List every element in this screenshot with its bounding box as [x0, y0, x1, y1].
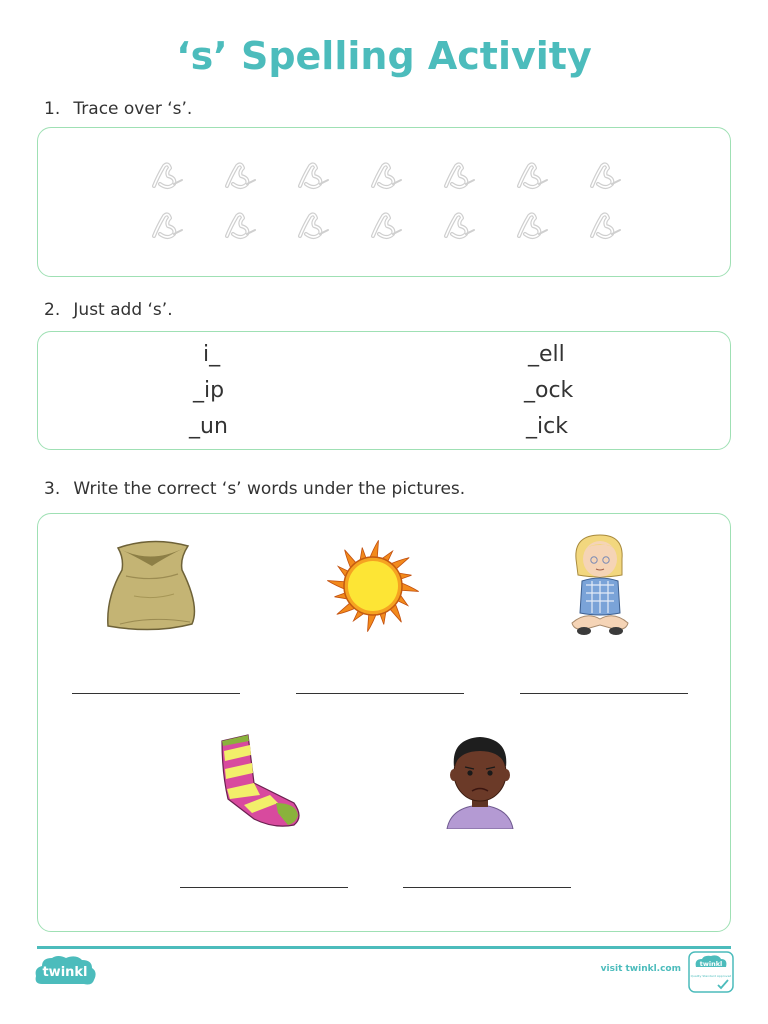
trace-s-glyph[interactable] [150, 210, 186, 240]
answer-line[interactable] [180, 887, 348, 888]
sun-picture [322, 538, 424, 634]
word-item[interactable]: _ock [524, 378, 574, 403]
answer-line[interactable] [520, 693, 688, 694]
question-3-text: Write the correct ‘s’ words under the pictures. [73, 479, 466, 499]
word-item[interactable]: _ip [193, 378, 225, 403]
trace-s-glyph[interactable] [588, 210, 624, 240]
answer-line[interactable] [403, 887, 571, 888]
badge-caption: Quality Standard Approved [690, 974, 732, 978]
trace-s-glyph[interactable] [223, 160, 259, 190]
trace-s-glyph[interactable] [588, 160, 624, 190]
trace-s-glyph[interactable] [442, 160, 478, 190]
trace-s-glyph[interactable] [369, 210, 405, 240]
trace-s-glyph[interactable] [223, 210, 259, 240]
trace-s-glyph[interactable] [369, 160, 405, 190]
trace-s-glyph[interactable] [515, 210, 551, 240]
word-item[interactable]: i_ [203, 342, 221, 367]
visit-link[interactable]: visit twinkl.com [600, 964, 681, 974]
trace-box[interactable] [37, 127, 731, 277]
word-item[interactable]: _ick [526, 414, 568, 439]
question-2 [44, 300, 173, 320]
twinkl-logo[interactable] [34, 954, 98, 988]
question-1-number: 1. [44, 99, 61, 119]
badge-logo-text: twinkl [699, 960, 723, 968]
question-2-text: Just add ‘s’. [73, 300, 173, 320]
trace-s-glyph[interactable] [515, 160, 551, 190]
girl-picture [566, 533, 634, 637]
quality-badge [688, 951, 734, 993]
twinkl-logo-text: twinkl [42, 965, 88, 980]
trace-s-glyph[interactable] [150, 160, 186, 190]
boy-picture [443, 733, 517, 829]
question-2-number: 2. [44, 300, 61, 320]
footer-divider [37, 946, 731, 949]
trace-s-glyph[interactable] [442, 210, 478, 240]
question-3-number: 3. [44, 479, 61, 499]
trace-s-glyph[interactable] [296, 210, 332, 240]
page-title: ‘s’ Spelling Activity [176, 34, 592, 78]
answer-line[interactable] [296, 693, 464, 694]
question-3 [44, 479, 465, 499]
sack-picture [104, 536, 200, 632]
sock-picture [214, 733, 302, 829]
answer-line[interactable] [72, 693, 240, 694]
word-item[interactable]: _un [189, 414, 228, 439]
add-s-box [37, 331, 731, 450]
question-1-text: Trace over ‘s’. [73, 99, 193, 119]
trace-s-glyph[interactable] [296, 160, 332, 190]
word-item[interactable]: _ell [528, 342, 565, 367]
question-1 [44, 99, 192, 119]
